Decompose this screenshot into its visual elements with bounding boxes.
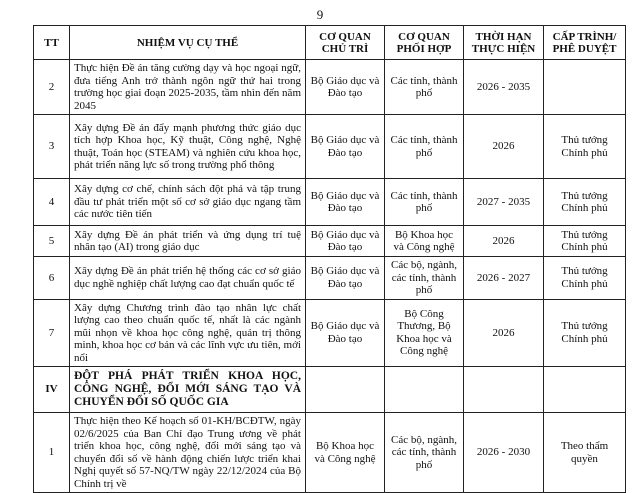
cell-coop: Các tỉnh, thành phố <box>385 115 464 179</box>
cell-deadline: 2026 <box>464 115 544 179</box>
cell-task: Thực hiện theo Kế hoạch số 01-KH/BCĐTW, ngày 02/6/2025 của Ban Chỉ đạo Trung ương về phát triển khoa học, công nghệ, đổi mới sáng tạo và chuyển đổi số về hành động chiến lược triển khai Nghị quyết số 57-NQ/TW ngày 22/12/2024 của Bộ Chính trị về <box>70 413 306 493</box>
cell-lead: Bộ Giáo dục và Đào tạo <box>306 299 385 367</box>
cell-lead: Bộ Giáo dục và Đào tạo <box>306 60 385 115</box>
cell-approval <box>544 60 626 115</box>
cell-deadline: 2026 - 2030 <box>464 413 544 493</box>
section-row <box>34 367 626 413</box>
table-row <box>34 226 626 257</box>
task-table <box>33 25 626 493</box>
table-row <box>34 299 626 367</box>
table-row <box>34 413 626 493</box>
cell-task: Xây dựng cơ chế, chính sách đột phá và tập trung đầu tư phát triển một số cơ sở giáo dục ngang tầm các nước tiên tiến <box>70 179 306 226</box>
cell-lead: Bộ Khoa học và Công nghệ <box>306 413 385 493</box>
cell-task: Xây dựng Đề án phát triển hệ thống các cơ sở giáo dục nghề nghiệp chất lượng cao đạt chuẩn quốc tế <box>70 257 306 300</box>
cell-tt: 4 <box>34 179 70 226</box>
cell-coop <box>385 367 464 413</box>
header-deadline: THỜI HẠN THỰC HIỆN <box>464 26 544 60</box>
cell-lead: Bộ Giáo dục và Đào tạo <box>306 115 385 179</box>
cell-coop: Các tỉnh, thành phố <box>385 60 464 115</box>
cell-tt: 1 <box>34 413 70 493</box>
cell-approval: Theo thẩm quyền <box>544 413 626 493</box>
table-header-row <box>34 26 626 60</box>
cell-approval: Thủ tướng Chính phủ <box>544 115 626 179</box>
table-row <box>34 179 626 226</box>
cell-tt: 2 <box>34 60 70 115</box>
cell-task: Xây dựng Đề án phát triển và ứng dụng trí tuệ nhân tạo (AI) trong giáo dục <box>70 226 306 257</box>
cell-task: Thực hiện Đề án tăng cường dạy và học ngoại ngữ, đưa tiếng Anh trở thành ngôn ngữ thứ hai trong trường học giai đoạn 2025-2035, tầm nhìn đến năm 2045 <box>70 60 306 115</box>
cell-deadline: 2026 - 2035 <box>464 60 544 115</box>
cell-tt: 7 <box>34 299 70 367</box>
cell-coop: Các bộ, ngành, các tỉnh, thành phố <box>385 257 464 300</box>
cell-task: Xây dựng Chương trình đào tạo nhân lực chất lượng cao theo chuẩn quốc tế, nhất là các ngành mũi nhọn về khoa học công nghệ, quản trị thông minh, khoa học cơ bản và các lĩnh vực ưu tiên, mới nổi <box>70 299 306 367</box>
header-coop-agency: CƠ QUAN PHỐI HỢP <box>385 26 464 60</box>
header-tt: TT <box>34 26 70 60</box>
page-number: 9 <box>316 7 324 22</box>
cell-approval: Thủ tướng Chính phủ <box>544 299 626 367</box>
header-approval: CẤP TRÌNH/ PHÊ DUYỆT <box>544 26 626 60</box>
cell-deadline: 2026 <box>464 299 544 367</box>
cell-tt: 6 <box>34 257 70 300</box>
section-tt: IV <box>34 367 70 413</box>
cell-lead: Bộ Giáo dục và Đào tạo <box>306 179 385 226</box>
table-row <box>34 60 626 115</box>
cell-coop: Bộ Khoa học và Công nghệ <box>385 226 464 257</box>
cell-lead: Bộ Giáo dục và Đào tạo <box>306 257 385 300</box>
cell-deadline <box>464 367 544 413</box>
section-title: ĐỘT PHÁ PHÁT TRIỂN KHOA HỌC, CÔNG NGHỆ, ĐỔI MỚI SÁNG TẠO VÀ CHUYỂN ĐỔI SỐ QUỐC GIA <box>70 367 306 413</box>
cell-lead <box>306 367 385 413</box>
cell-approval: Thủ tướng Chính phủ <box>544 257 626 300</box>
cell-approval: Thủ tướng Chính phủ <box>544 179 626 226</box>
cell-approval: Thủ tướng Chính phủ <box>544 226 626 257</box>
cell-deadline: 2027 - 2035 <box>464 179 544 226</box>
cell-tt: 3 <box>34 115 70 179</box>
cell-coop: Các tỉnh, thành phố <box>385 179 464 226</box>
cell-tt: 5 <box>34 226 70 257</box>
cell-deadline: 2026 - 2027 <box>464 257 544 300</box>
table-row <box>34 115 626 179</box>
header-lead-agency: CƠ QUAN CHỦ TRÌ <box>306 26 385 60</box>
cell-lead: Bộ Giáo dục và Đào tạo <box>306 226 385 257</box>
cell-coop: Các bộ, ngành, các tỉnh, thành phố <box>385 413 464 493</box>
cell-approval <box>544 367 626 413</box>
cell-task: Xây dựng Đề án đẩy mạnh phương thức giáo dục tích hợp Khoa học, Kỹ thuật, Công nghệ, Nghệ thuật, Toán học (STEAM) và nghiên cứu khoa học, phát triển năng lực số trong trường phổ thông <box>70 115 306 179</box>
header-task: NHIỆM VỤ CỤ THỂ <box>70 26 306 60</box>
cell-coop: Bộ Công Thương, Bộ Khoa học và Công nghệ <box>385 299 464 367</box>
cell-deadline: 2026 <box>464 226 544 257</box>
table-row <box>34 257 626 300</box>
